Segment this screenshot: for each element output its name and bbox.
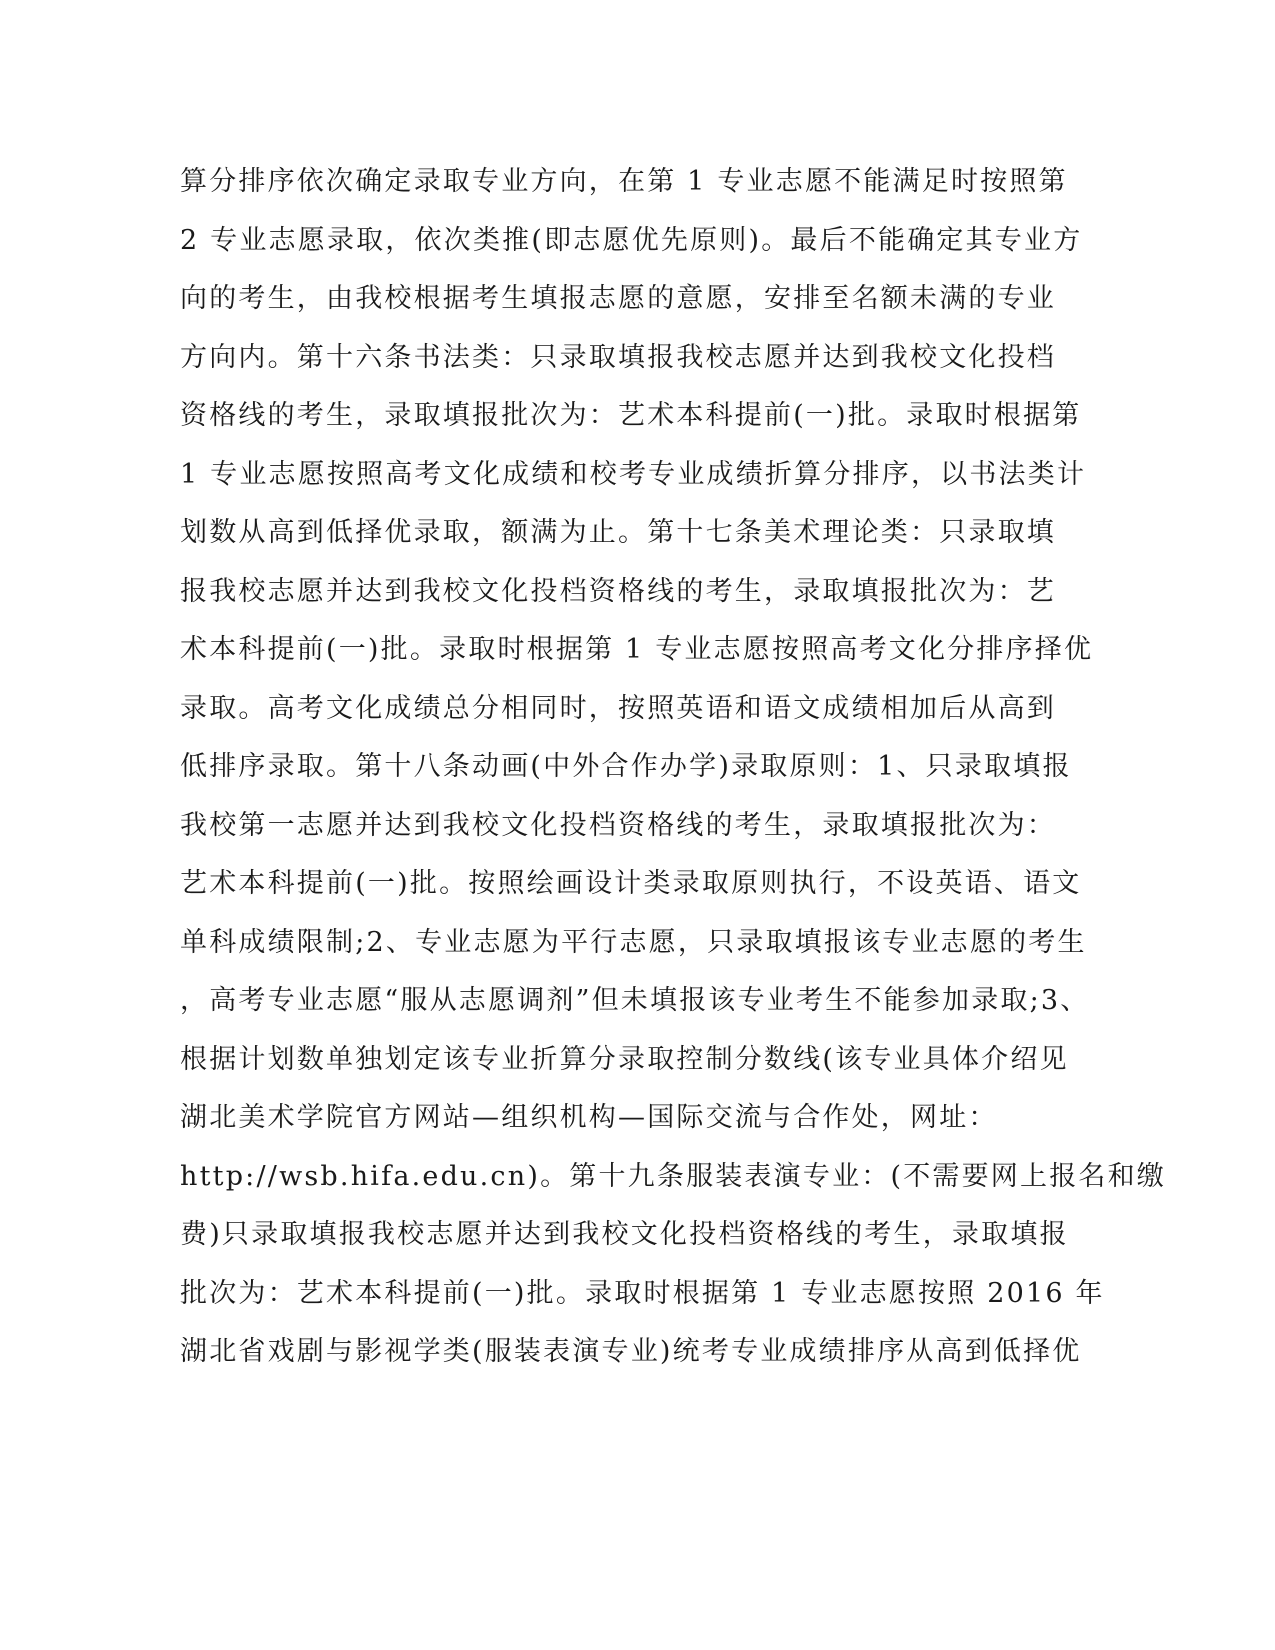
text-line: 方向内。第十六条书法类：只录取填报我校志愿并达到我校文化投档 [180,341,1056,373]
text-line: 根据计划数单独划定该专业折算分录取控制分数线(该专业具体介绍见 [180,1043,1069,1075]
text-line: ，高考专业志愿“服从志愿调剂”但未填报该专业考生不能参加录取;3、 [180,985,1090,1016]
text-line: 录取。高考文化成绩总分相同时，按照英语和语文成绩相加后从高到 [180,692,1056,724]
text-line: 费)只录取填报我校志愿并达到我校文化投档资格线的考生，录取填报 [180,1219,1069,1250]
text-line: 向的考生，由我校根据考生填报志愿的意愿，安排至名额未满的专业 [180,283,1056,314]
text-line: 术本科提前(一)批。录取时根据第 1 专业志愿按照高考文化分排序择优 [180,634,1094,665]
text-line: 单科成绩限制;2、专业志愿为平行志愿，只录取填报该专业志愿的考生 [180,926,1087,958]
text-line: 批次为：艺术本科提前(一)批。录取时根据第 1 专业志愿按照 2016 年 [180,1277,1105,1309]
text-line: 湖北美术学院官方网站—组织机构—国际交流与合作处，网址： [180,1102,998,1133]
text-line: 低排序录取。第十八条动画(中外合作办学)录取原则：1、只录取填报 [180,751,1072,782]
text-line: 算分排序依次确定录取专业方向，在第 1 专业志愿不能满足时按照第 [180,166,1068,197]
text-line: 艺术本科提前(一)批。按照绘画设计类录取原则执行，不设英语、语文 [180,868,1082,899]
text-line: 湖北省戏剧与影视学类(服装表演专业)统考专业成绩排序从高到低择优 [180,1336,1082,1367]
body-text [180,162,1167,1391]
text-line: 报我校志愿并达到我校文化投档资格线的考生，录取填报批次为：艺 [180,575,1056,607]
text-line: http://wsb.hifa.edu.cn)。第十九条服装表演专业：(不需要网上报名和缴 [180,1160,1167,1192]
text-line: 划数从高到低择优录取，额满为止。第十七条美术理论类：只录取填 [180,517,1056,548]
text-line: 我校第一志愿并达到我校文化投档资格线的考生，录取填报批次为： [180,809,1056,841]
text-line: 1 专业志愿按照高考文化成绩和校考专业成绩折算分排序，以书法类计 [180,458,1087,490]
text-line: 2 专业志愿录取，依次类推(即志愿优先原则)。最后不能确定其专业方 [180,224,1083,256]
text-line: 资格线的考生，录取填报批次为：艺术本科提前(一)批。录取时根据第 [180,400,1082,431]
